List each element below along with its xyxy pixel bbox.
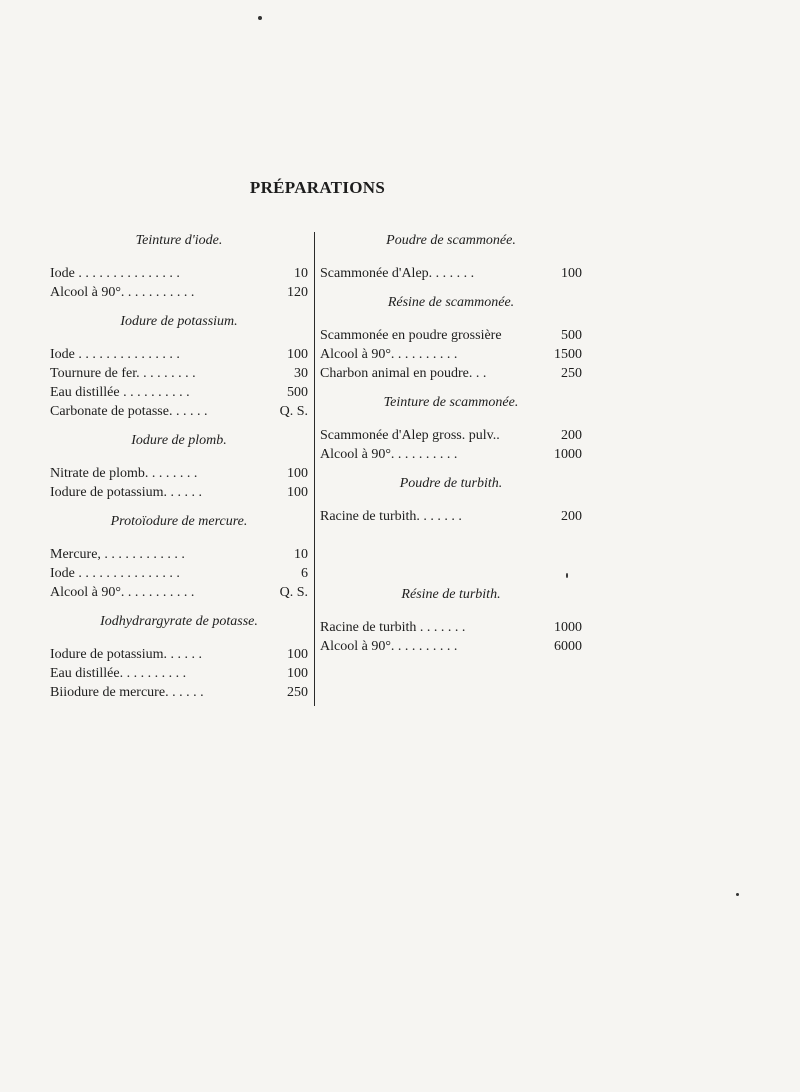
recipe-section — [50, 611, 308, 702]
ingredient-name: Mercure, . . . . . . . . . . . . — [50, 547, 185, 562]
ingredient-row — [50, 545, 308, 564]
ingredient-name: Scammonée d'Alep. . . . . . . — [320, 266, 475, 281]
ingredient-name: Alcool à 90°. . . . . . . . . . . — [50, 585, 195, 600]
ingredient-row — [50, 645, 308, 664]
ingredient-row — [50, 283, 308, 302]
ingredient-name: Iode . . . . . . . . . . . . . . . — [50, 347, 180, 362]
ingredient-name: Iode . . . . . . . . . . . . . . . — [50, 266, 180, 281]
ingredient-quantity: 250 — [287, 685, 308, 700]
recipe-heading: Teinture d'iode. — [135, 233, 223, 248]
ingredient-quantity: 1000 — [554, 620, 582, 635]
ingredient-name: Alcool à 90°. . . . . . . . . . — [320, 347, 458, 362]
ingredient-quantity: 250 — [561, 366, 582, 381]
ingredient-quantity: 100 — [287, 347, 308, 362]
ingredient-name: Alcool à 90°. . . . . . . . . . — [320, 447, 458, 462]
recipe-heading: Résine de turbith. — [401, 587, 501, 602]
ingredient-row — [50, 383, 308, 402]
ingredient-quantity: 100 — [287, 666, 308, 681]
ingredient-row — [50, 464, 308, 483]
ingredient-name: Charbon animal en poudre. . . — [320, 366, 487, 381]
recipe-section — [320, 292, 582, 383]
ingredient-row — [320, 345, 582, 364]
recipe-section — [50, 430, 308, 502]
ingredient-row — [50, 345, 308, 364]
ingredient-quantity: 1500 — [554, 347, 582, 362]
ingredient-name: Eau distillée. . . . . . . . . . — [50, 666, 187, 681]
ingredient-quantity: Q. S. — [279, 585, 308, 600]
ingredient-row — [50, 264, 308, 283]
ingredient-quantity: 100 — [561, 266, 582, 281]
ingredient-quantity: Q. S. — [279, 404, 308, 419]
ingredient-quantity: 6000 — [554, 639, 582, 654]
scan-speck — [566, 573, 568, 578]
ingredient-row — [320, 618, 582, 637]
recipe-section — [50, 230, 308, 302]
ingredient-name: Carbonate de potasse. . . . . . — [50, 404, 208, 419]
ingredient-quantity: 1000 — [554, 447, 582, 462]
ingredient-row — [50, 583, 308, 602]
ingredient-name: Eau distillée . . . . . . . . . . — [50, 385, 190, 400]
ingredient-row — [50, 664, 308, 683]
recipe-section — [320, 584, 582, 656]
ingredient-row — [320, 445, 582, 464]
recipe-section — [320, 230, 582, 283]
ingredient-name: Iodure de potassium. . . . . . — [50, 485, 203, 500]
ingredient-quantity: 100 — [287, 485, 308, 500]
ingredient-name: Biiodure de mercure. . . . . . — [50, 685, 204, 700]
recipe-heading: Protoïodure de mercure. — [110, 514, 248, 529]
ingredient-quantity: 10 — [294, 266, 308, 281]
right-column — [320, 228, 582, 665]
ingredient-row — [50, 364, 308, 383]
ingredient-quantity: 200 — [561, 428, 582, 443]
ingredient-name: Alcool à 90°. . . . . . . . . . . — [50, 285, 195, 300]
ingredient-row — [320, 507, 582, 526]
ingredient-quantity: 120 — [287, 285, 308, 300]
ingredient-row — [50, 402, 308, 421]
ingredient-row — [320, 364, 582, 383]
ingredient-name: Scammonée d'Alep gross. pulv.. — [320, 428, 500, 443]
recipe-section — [320, 392, 582, 464]
ingredient-name: Nitrate de plomb. . . . . . . . — [50, 466, 198, 481]
ingredient-row — [320, 264, 582, 283]
ingredient-row — [50, 683, 308, 702]
ingredient-quantity: 500 — [561, 328, 582, 343]
recipe-heading: Iodhydrargyrate de potasse. — [100, 614, 258, 629]
left-column — [50, 228, 308, 711]
recipe-heading: Poudre de scammonée. — [386, 233, 516, 248]
ingredient-row — [320, 326, 582, 345]
page-title: PRÉPARATIONS — [249, 178, 386, 197]
ingredient-name: Iodure de potassium. . . . . . — [50, 647, 203, 662]
ingredient-quantity: 200 — [561, 509, 582, 524]
ingredient-name: Racine de turbith . . . . . . . — [320, 620, 466, 635]
ingredient-quantity: 10 — [294, 547, 308, 562]
ingredient-row — [50, 483, 308, 502]
ingredient-quantity: 100 — [287, 466, 308, 481]
ingredient-name: Iode . . . . . . . . . . . . . . . — [50, 566, 180, 581]
recipe-heading: Poudre de turbith. — [399, 476, 503, 491]
ingredient-quantity: 6 — [301, 566, 308, 581]
recipe-heading: Teinture de scammonée. — [383, 395, 519, 410]
ingredient-row — [320, 426, 582, 445]
ingredient-quantity: 30 — [294, 366, 308, 381]
ingredient-row — [50, 564, 308, 583]
ingredient-name: Alcool à 90°. . . . . . . . . . — [320, 639, 458, 654]
scan-speck — [258, 16, 262, 20]
column-divider — [314, 232, 315, 706]
recipe-section — [320, 473, 582, 526]
ingredient-name: Racine de turbith. . . . . . . — [320, 509, 462, 524]
scan-speck — [736, 893, 739, 896]
recipe-heading: Iodure de potassium. — [120, 314, 238, 329]
ingredient-name: Scammonée en poudre grossière — [320, 328, 502, 343]
recipe-heading: Iodure de plomb. — [131, 433, 227, 448]
ingredient-quantity: 100 — [287, 647, 308, 662]
recipe-section — [50, 311, 308, 421]
ingredient-row — [320, 637, 582, 656]
ingredient-quantity: 500 — [287, 385, 308, 400]
recipe-section — [50, 511, 308, 602]
recipe-heading: Résine de scammonée. — [387, 295, 515, 310]
ingredient-name: Tournure de fer. . . . . . . . . — [50, 366, 196, 381]
